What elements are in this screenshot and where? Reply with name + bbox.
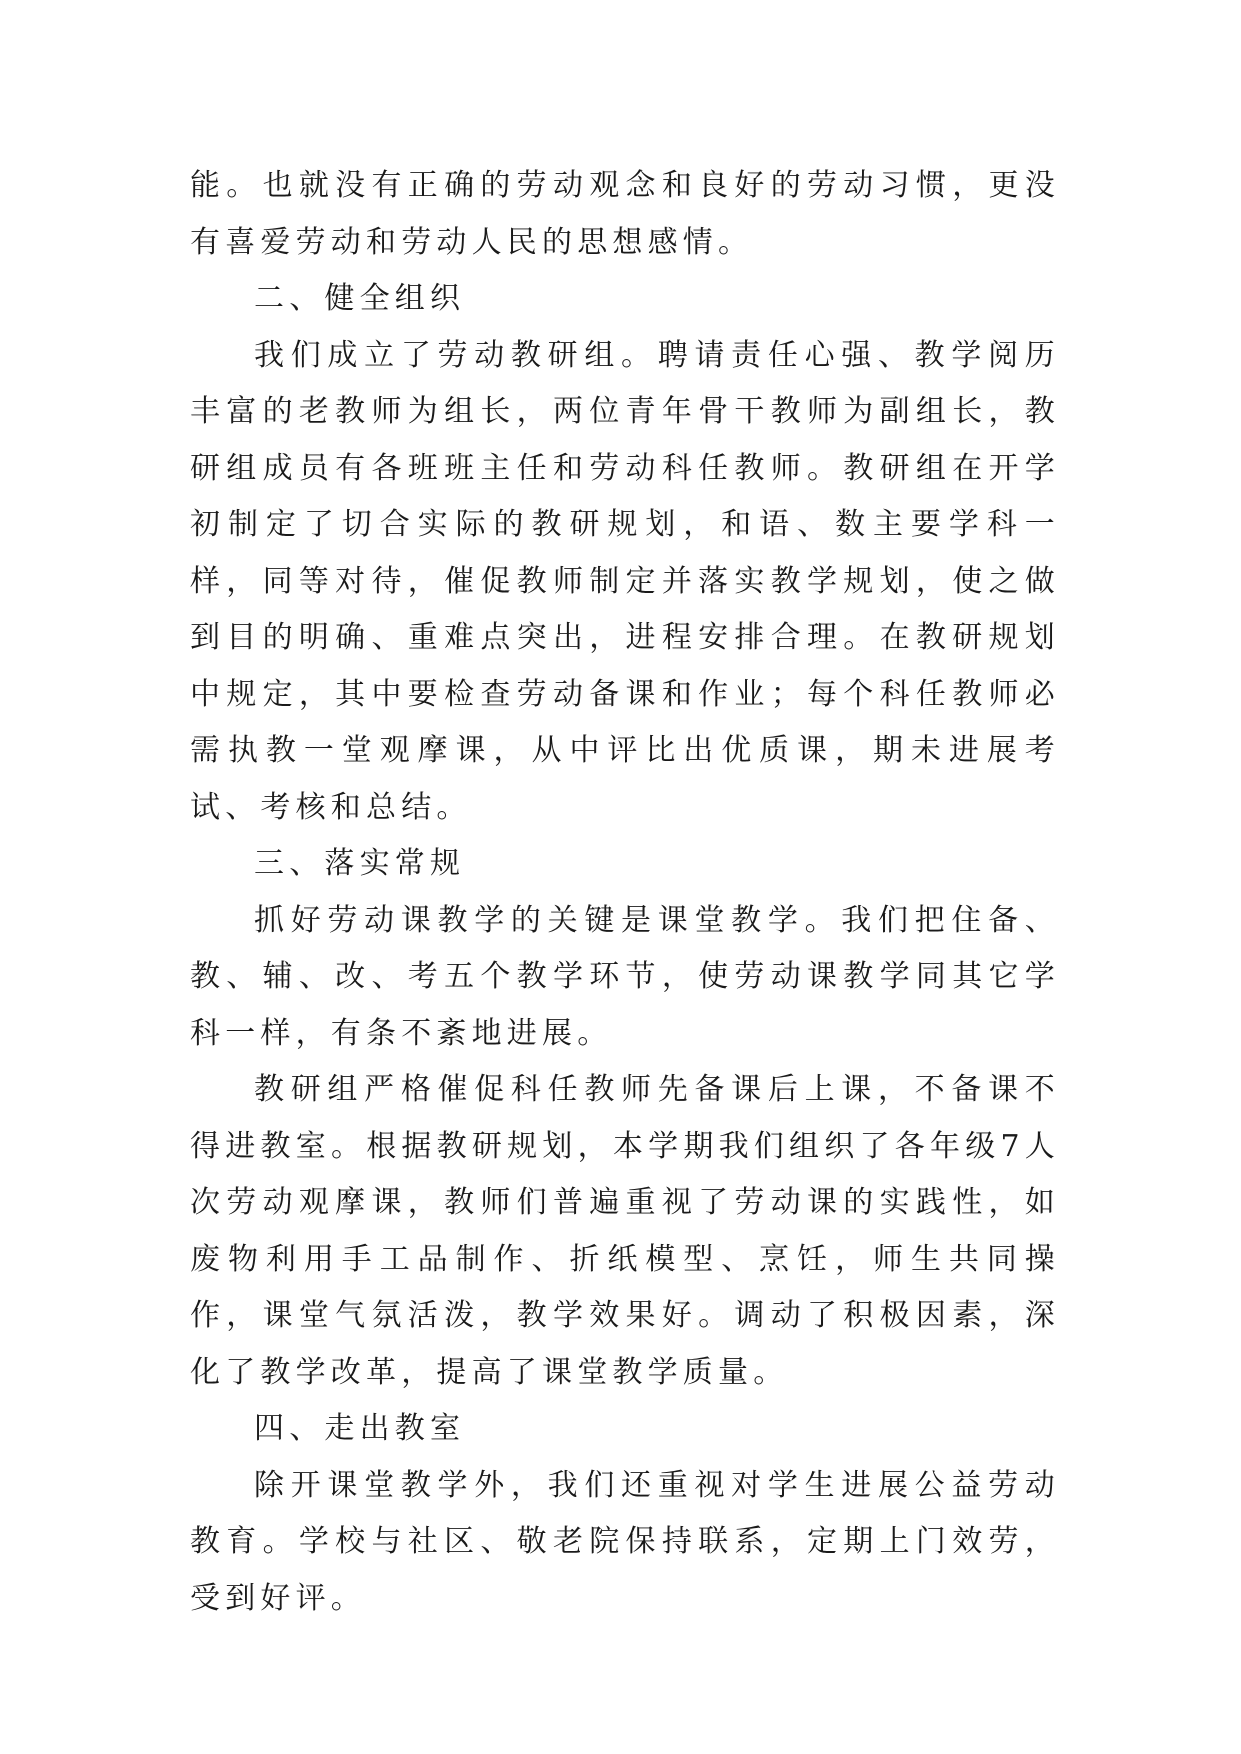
section-heading-4: 四、走出教室 [254,1411,466,1446]
paragraph-continuation: 能。也就没有正确的劳动观念和良好的劳动习惯，更没有喜爱劳动和劳动人民的思想感情。 [190,168,1060,260]
paragraph-outside-classroom: 除开课堂教学外，我们还重视对学生进展公益劳动教育。学校与社区、敬老院保持联系，定期上门效劳，受到好评。 [190,1467,1060,1616]
paragraph-organization: 我们成立了劳动教研组。聘请责任心强、教学阅历丰富的老教师为组长，两位青年骨干教师为副组长，教研组成员有各班班主任和劳动科任教师。教研组在开学初制定了切合实际的教研规划，和语、数主要学科一样，同等对待，催促教师制定并落实教学规划，使之做到目的明确、重难点突出，进程安排合理。在教研规划中规定，其中要检查劳动备课和作业；每个科任教师必需执教一堂观摩课，从中评比出优质课，期未进展考试、考核和总结。 [190,337,1060,825]
paragraph-routine: 抓好劳动课教学的关键是课堂教学。我们把住备、教、辅、改、考五个教学环节，使劳动课教学同其它学科一样，有条不紊地进展。 [190,902,1060,1051]
section-heading-2: 二、健全组织 [254,281,466,316]
section-heading-3: 三、落实常规 [254,846,466,881]
paragraph-observation-class: 教研组严格催促科任教师先备课后上课，不备课不得进教室。根据教研规划，本学期我们组织了各年级7人次劳动观摩课，教师们普遍重视了劳动课的实践性，如废物利用手工品制作、折纸模型、烹饪，师生共同操作，课堂气氛活泼，教学效果好。调动了积极因素，深化了教学改革，提高了课堂教学质量。 [190,1072,1060,1390]
document-body [190,158,1060,1627]
